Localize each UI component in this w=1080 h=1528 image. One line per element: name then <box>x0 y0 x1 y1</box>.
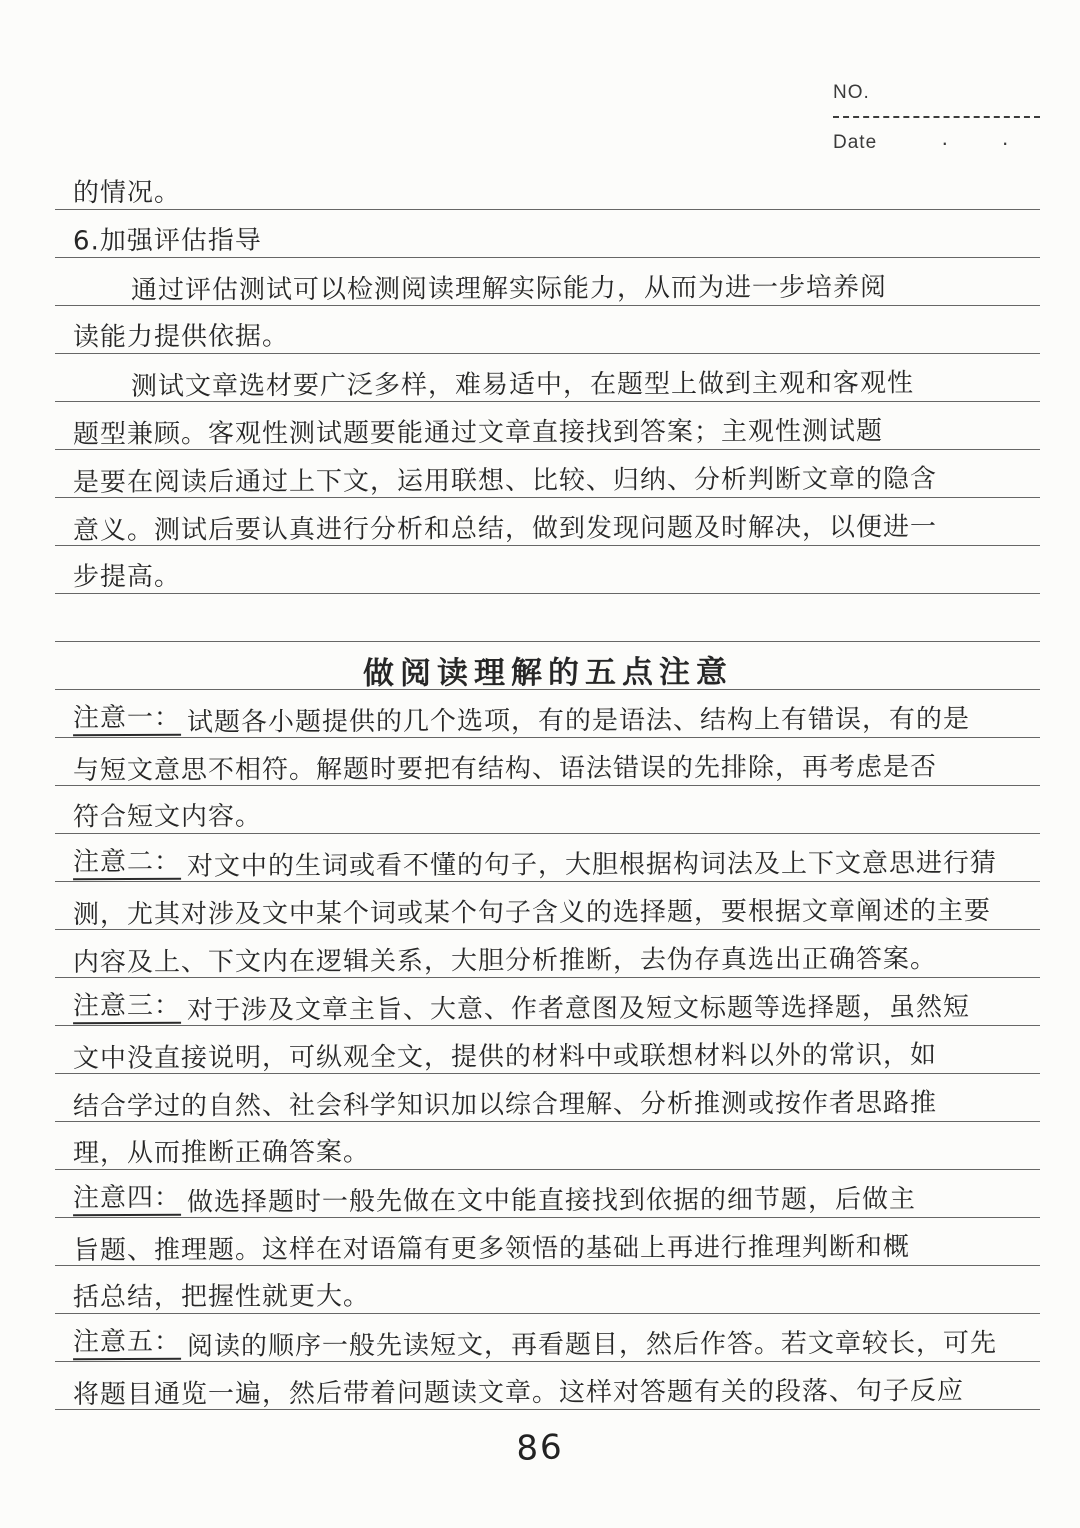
note-point-label: 注意四： <box>73 1183 181 1216</box>
handwritten-text: 的情况。 <box>72 177 182 209</box>
handwritten-text: 结合学过的自然、社会科学知识加以综合理解、分析推测或按作者思路推 <box>72 1088 938 1122</box>
handwritten-text: 读能力提供依据。 <box>72 321 290 353</box>
handwritten-text: 对于涉及文章主旨、大意、作者意图及短文标题等选择题，虽然短 <box>186 992 971 1026</box>
handwritten-text: 通过评估测试可以检测阅读理解实际能力，从而为进一步培养阅 <box>130 272 888 306</box>
handwritten-text: 文中没直接说明，可纵观全文，提供的材料中或联想材料以外的常识，如 <box>72 1040 938 1074</box>
ruled-lines <box>55 162 1040 1410</box>
handwritten-text: 试题各小题提供的几个选项，有的是语法、结构上有错误，有的是 <box>186 704 971 738</box>
notebook-line <box>55 1122 1040 1170</box>
handwritten-text: 测，尤其对涉及文中某个词或某个句子含义的选择题，要根据文章阐述的主要 <box>72 895 992 931</box>
notebook-line <box>55 210 1040 258</box>
page-number: 86 <box>515 1427 565 1469</box>
note-point-label: 注意三： <box>73 991 181 1024</box>
handwritten-text: 步提高。 <box>72 561 182 593</box>
handwritten-text: 测试文章选材要广泛多样，难易适中，在题型上做到主观和客观性 <box>130 368 915 402</box>
note-point-label: 注意二： <box>73 847 181 880</box>
note-point-label: 注意一： <box>73 703 181 736</box>
date-separator-dot: · <box>1001 130 1010 155</box>
notebook-line <box>55 978 1040 1026</box>
handwritten-text: 题型兼顾。客观性测试题要能通过文章直接找到答案；主观性测试题 <box>72 416 884 450</box>
handwritten-text: 阅读的顺序一般先读短文，再看题目，然后作答。若文章较长，可先 <box>186 1328 998 1362</box>
note-point-label: 注意五： <box>73 1327 181 1360</box>
notebook-line <box>55 1218 1040 1266</box>
notebook-line <box>55 1266 1040 1314</box>
notebook-line <box>55 930 1040 978</box>
handwritten-text: 6.加强评估指导 <box>72 225 262 257</box>
handwritten-text: 旨题、推理题。这样在对语篇有更多领悟的基础上再进行推理判断和概 <box>72 1232 911 1266</box>
notebook-line <box>55 594 1040 642</box>
no-dashed-line <box>833 106 1040 118</box>
handwritten-text: 括总结，把握性就更大。 <box>72 1281 371 1313</box>
notebook-line <box>55 1074 1040 1122</box>
notebook-line <box>55 1362 1040 1410</box>
handwritten-text: 是要在阅读后通过上下文，运用联想、比较、归纳、分析判断文章的隐含 <box>72 464 938 498</box>
handwritten-text: 与短文意思不相符。解题时要把有结构、语法错误的先排除，再考虑是否 <box>72 752 938 786</box>
handwritten-text: 做阅读理解的五点注意 <box>362 654 733 692</box>
handwritten-text: 内容及上、下文内在逻辑关系，大胆分析推断，去伪存真选出正确答案。 <box>72 944 938 978</box>
notebook-line <box>55 882 1040 930</box>
handwritten-text: 符合短文内容。 <box>72 801 263 833</box>
handwritten-text: 意义。测试后要认真进行分析和总结，做到发现问题及时解决，以便进一 <box>72 512 938 546</box>
page-header <box>833 82 1040 154</box>
notebook-line <box>55 402 1040 450</box>
notebook-line <box>55 786 1040 834</box>
notebook-line <box>55 354 1040 402</box>
handwritten-text: 做选择题时一般先做在文中能直接找到依据的细节题，后做主 <box>186 1184 917 1218</box>
notebook-line <box>55 498 1040 546</box>
notebook-line <box>55 690 1040 738</box>
notebook-line <box>55 1170 1040 1218</box>
date-row <box>833 132 1040 154</box>
notebook-line <box>55 258 1040 306</box>
notebook-line <box>55 834 1040 882</box>
notebook-line <box>55 162 1040 210</box>
notebook-line <box>55 546 1040 594</box>
no-label: NO. <box>833 82 870 103</box>
handwritten-text: 对文中的生词或看不懂的句子，大胆根据构词法及上下文意思进行猜 <box>186 848 998 882</box>
date-separator-dot: · <box>941 130 950 155</box>
notebook-line <box>55 738 1040 786</box>
date-label: Date <box>833 132 878 153</box>
section-title-line <box>55 642 1040 690</box>
handwritten-text: 将题目通览一遍，然后带着问题读文章。这样对答题有关的段落、句子反应 <box>72 1376 965 1410</box>
notebook-line <box>55 306 1040 354</box>
handwritten-text: 理，从而推断正确答案。 <box>72 1137 371 1169</box>
notebook-line <box>55 450 1040 498</box>
notebook-line <box>55 1026 1040 1074</box>
notebook-line <box>55 1314 1040 1362</box>
